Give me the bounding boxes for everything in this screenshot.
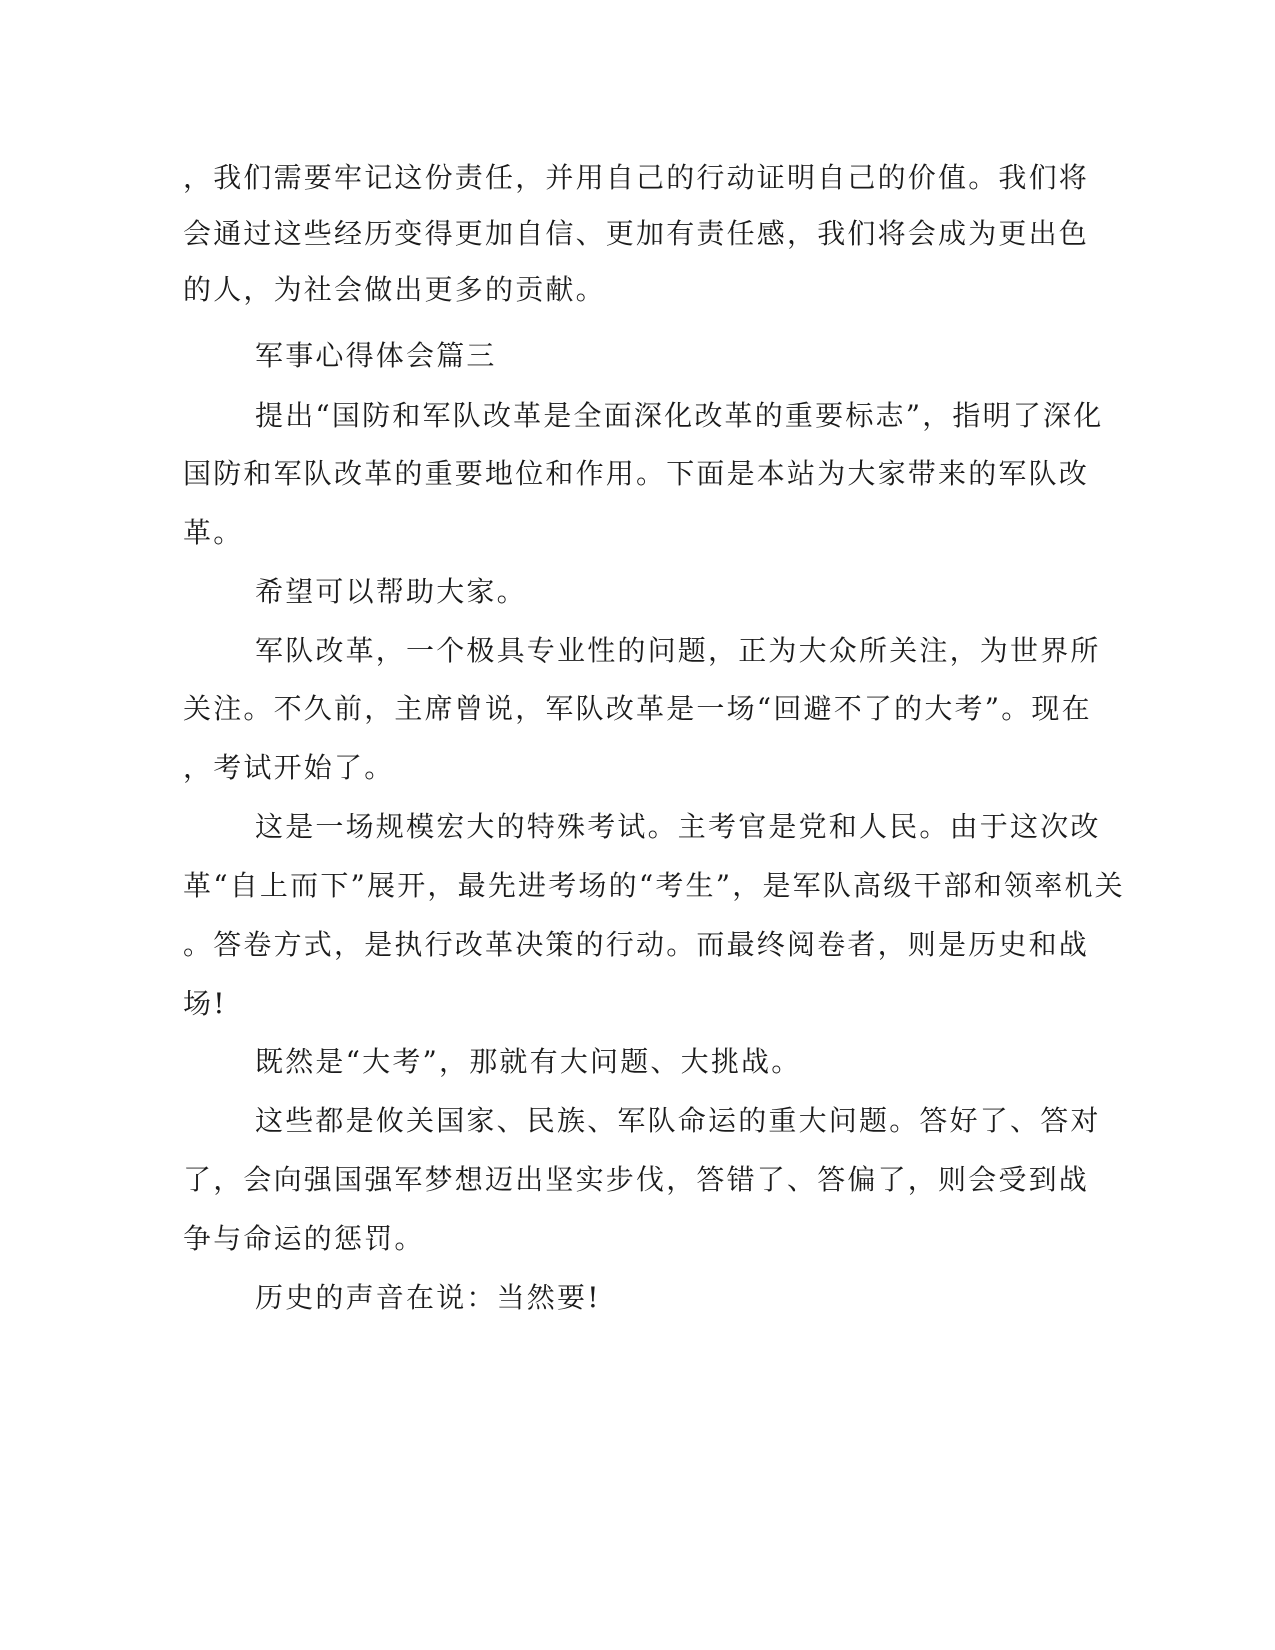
text-line: ，考试开始了。	[183, 751, 395, 784]
text-line: 革“自上而下”展开，最先进考场的“考生”，是军队高级干部和领率机关	[183, 869, 1125, 902]
text-line: 希望可以帮助大家。	[255, 575, 527, 608]
text-line: 。答卷方式，是执行改革决策的行动。而最终阅卷者，则是历史和战	[183, 928, 1090, 961]
text-line: 场!	[183, 987, 227, 1020]
section-heading: 军事心得体会篇三	[255, 339, 497, 372]
text-line: 提出“国防和军队改革是全面深化改革的重要标志”，指明了深化	[255, 399, 1104, 432]
text-line: 的人，为社会做出更多的贡献。	[183, 273, 606, 306]
text-line: 这是一场规模宏大的特殊考试。主考官是党和人民。由于这次改	[255, 810, 1101, 843]
text-line: 争与命运的惩罚。	[183, 1222, 425, 1255]
text-line: 关注。不久前，主席曾说，军队改革是一场“回避不了的大考”。现在	[183, 692, 1092, 725]
text-line: 国防和军队改革的重要地位和作用。下面是本站为大家带来的军队改	[183, 457, 1090, 490]
text-line: ，我们需要牢记这份责任，并用自己的行动证明自己的价值。我们将	[183, 161, 1090, 194]
text-line: 了，会向强国强军梦想迈出坚实步伐，答错了、答偏了，则会受到战	[183, 1163, 1090, 1196]
text-line: 会通过这些经历变得更加自信、更加有责任感，我们将会成为更出色	[183, 217, 1090, 250]
text-line: 这些都是攸关国家、民族、军队命运的重大问题。答好了、答对	[255, 1104, 1101, 1137]
text-line: 军队改革，一个极具专业性的问题，正为大众所关注，为世界所	[255, 634, 1101, 667]
text-line: 革。	[183, 516, 244, 549]
text-line: 既然是“大考”，那就有大问题、大挑战。	[255, 1045, 802, 1078]
text-line: 历史的声音在说：当然要!	[255, 1281, 601, 1314]
